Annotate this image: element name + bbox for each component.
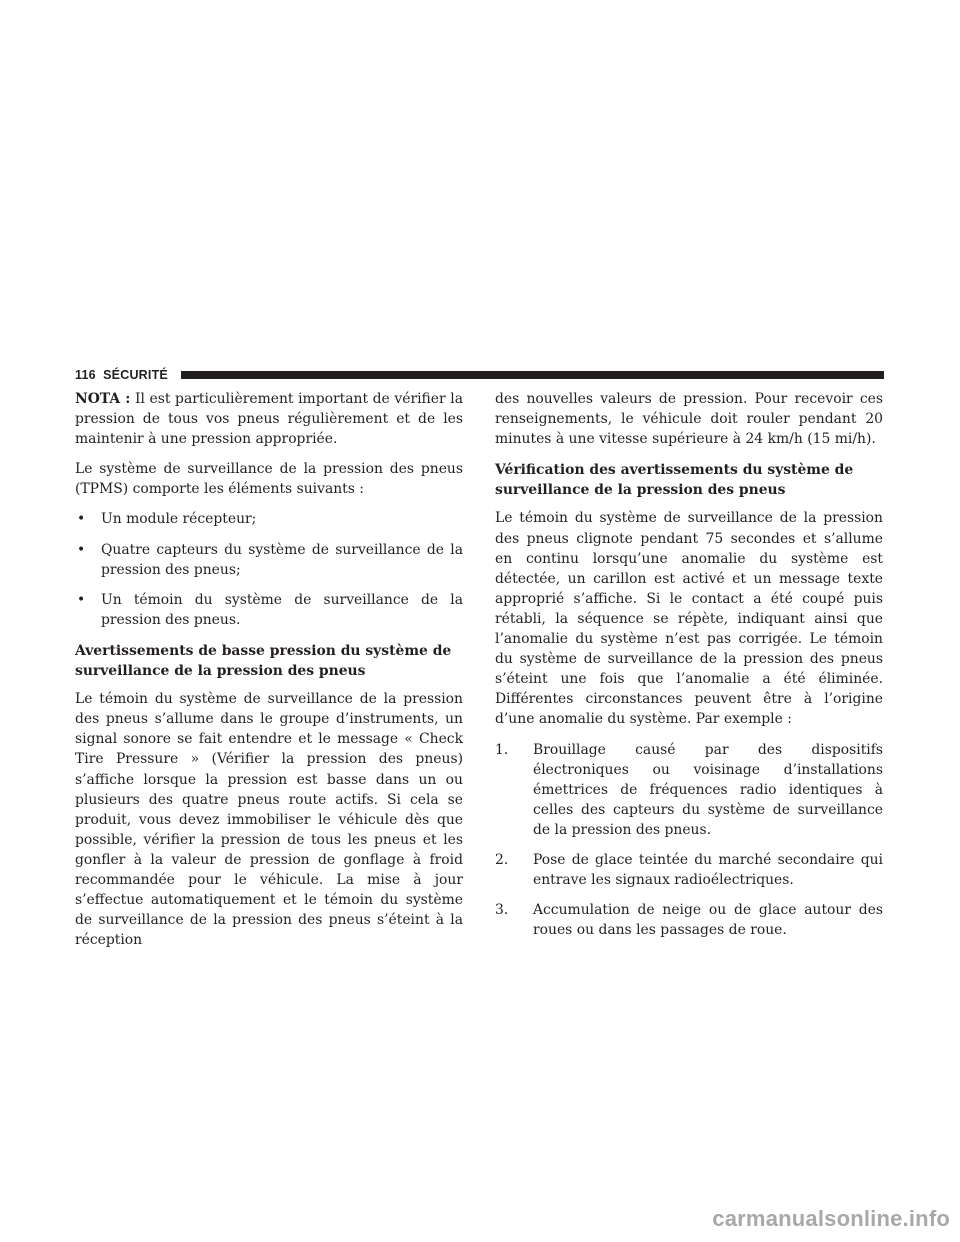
body-paragraph: Le témoin du système de surveillance de la pression des pneus s’allume dans le groupe d’instruments, un signal sonore se fait entendre et le message « Check Tire Pressure » (Vérifier la pression des pneus) s’affiche lorsque la pression est basse dans un ou plusieurs des quatre pneus route actifs. Si cela se produit, vous devez immobiliser le véhicule dès que possible, vérifier la pression de tous les pneus et les gonfler à la valeur de pression de gonflage à froid recommandée pour le véhicule. La mise à jour s’effectue automatiquement et le témoin du système de surveillance de la pression des pneus s’éteint à la réception [75,691,463,949]
section-title: SÉCURITÉ [103,368,168,382]
bullet-item [75,509,463,529]
nota-text: Il est particulièrement important de vérifier la pression de tous vos pneus régulièrement et de les maintenir à une pression appropriée. [75,391,463,448]
continuation-paragraph: des nouvelles valeurs de pression. Pour recevoir ces renseignements, le véhicule doit rouler pendant 20 minutes à une vitesse supérieure à 24 km/h (15 mi/h). [495,391,883,448]
bullet-text: Un module récepteur; [101,511,257,528]
bullet-marker: • [77,591,86,608]
bullet-marker: • [77,511,86,528]
right-column [495,389,883,940]
item-text: Accumulation de neige ou de glace autour des roues ou dans les passages de roue. [533,902,883,939]
nota-paragraph [75,389,463,449]
item-text: Pose de glace teintée du marché secondaire qui entrave les signaux radioélectriques. [533,851,883,889]
bullet-item [75,540,463,580]
body-paragraph: Le témoin du système de surveillance de la pression des pneus clignote pendant 75 secondes et s’allume en continu lorsqu’une anomalie du système est détectée, un carillon est activé et un message texte approprié s’affiche. Si le contact a été coupé puis rétabli, la séquence se répète, indiquant ainsi que l’anomalie du système n’est pas corrigée. Le témoin du système de surveillance de la pression des pneus s’éteint une fois que l’anomalie a été éliminée. Différentes circonstances peuvent être à l’origine d’une anomalie du système. Par exemple : [495,510,883,728]
numbered-item [495,740,883,840]
page-header [75,367,884,383]
header-rule [181,371,884,379]
intro-paragraph: Le système de surveillance de la pression des pneus (TPMS) comporte les éléments suivants : [75,461,463,498]
page-header-label [75,367,168,383]
item-number: 2. [495,851,509,868]
item-number: 1. [495,741,509,758]
nota-label: NOTA : [75,391,131,407]
bullet-marker: • [77,541,86,558]
watermark: carmanualsonline.info [712,1206,950,1231]
numbered-item [495,900,883,940]
left-column [75,389,463,950]
item-number: 3. [495,902,509,919]
page-number: 116 [75,368,96,382]
bullet-text: Quatre capteurs du système de surveillance de la pression des pneus; [101,541,463,578]
item-text: Brouillage causé par des dispositifs électroniques ou voisinage d’installations émettrices de fréquences radio identiques à celles des capteurs du système de surveillance de la pression des pneus. [533,741,883,838]
bullet-item [75,590,463,630]
section-heading: Vérification des avertissements du système de surveillance de la pression des pneus [495,462,854,499]
numbered-item [495,850,883,890]
bullet-text: Un témoin du système de surveillance de la pression des pneus. [101,591,463,628]
section-heading: Avertissements de basse pression du système de surveillance de la pression des pneus [75,642,452,680]
